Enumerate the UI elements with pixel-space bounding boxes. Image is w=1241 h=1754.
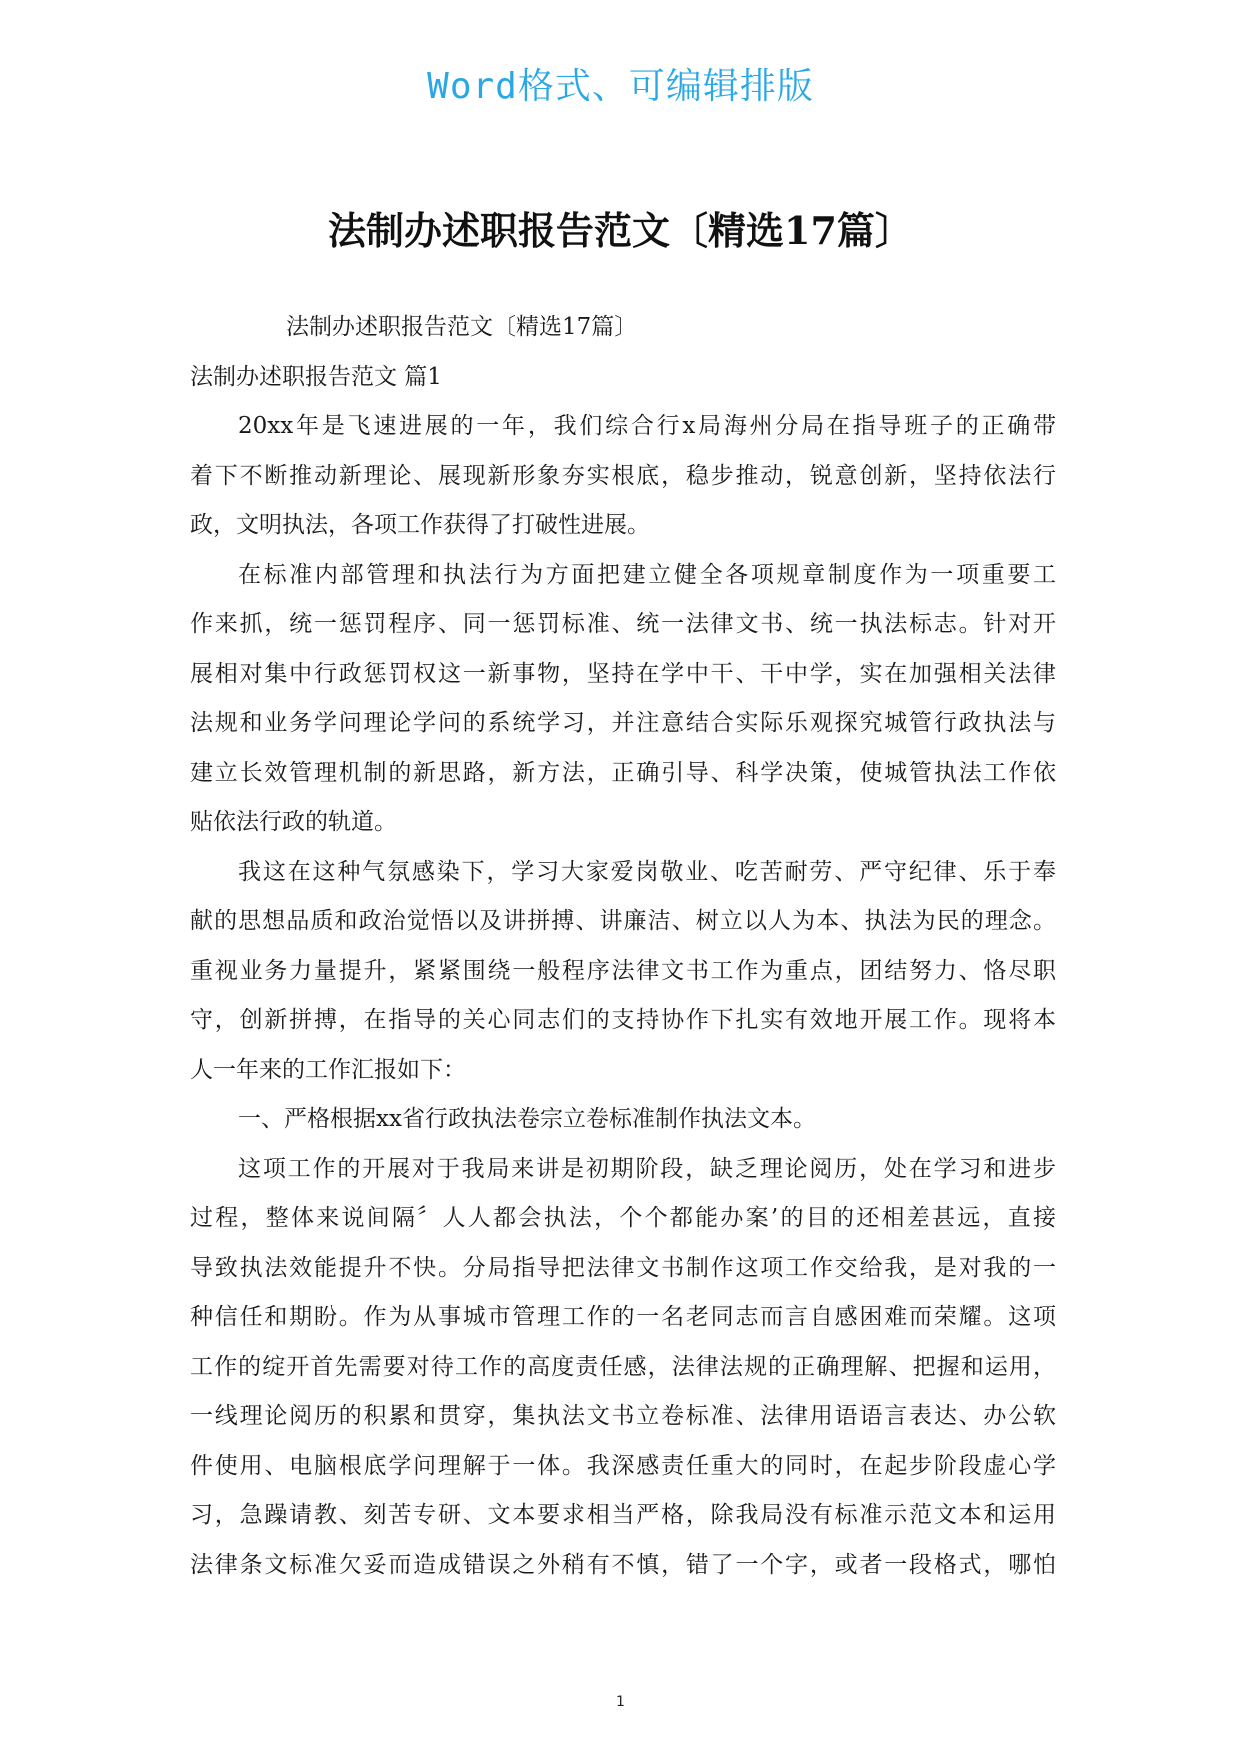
body-line: 献的思想品质和政治觉悟以及讲拼搏、讲廉洁、树立以人为本、执法为民的理念。	[190, 908, 1056, 934]
body-line: 导致执法效能提升不快。分局指导把法律文书制作这项工作交给我，是对我的一	[190, 1254, 1056, 1281]
body-line: 在标准内部管理和执法行为方面把建立健全各项规章制度作为一项重要工	[238, 561, 1056, 588]
body-line: 守，创新拼搏，在指导的关心同志们的支持协作下扎实有效地开展工作。现将本	[190, 1007, 1056, 1033]
page-number: 1	[616, 1694, 625, 1710]
body-line: 贴依法行政的轨道。	[190, 809, 397, 835]
body-line: 工作的绽开首先需要对待工作的高度责任感，法律法规的正确理解、把握和运用，	[190, 1353, 1056, 1380]
body-line: 重视业务力量提升，紧紧围绕一般程序法律文书工作为重点，团结努力、恪尽职	[190, 957, 1056, 984]
body-line: 法律条文标准欠妥而造成错误之外稍有不慎，错了一个字，或者一段格式，哪怕	[190, 1551, 1056, 1578]
body-line: 人一年来的工作汇报如下：	[190, 1056, 466, 1083]
body-line: 这项工作的开展对于我局来讲是初期阶段，缺乏理论阅历，处在学习和进步	[238, 1155, 1056, 1182]
body-line: 一线理论阅历的积累和贯穿，集执法文书立卷标准、法律用语语言表达、办公软	[190, 1403, 1056, 1429]
body-line: 着下不断推动新理论、展现新形象夯实根底，稳步推动，锐意创新，坚持依法行	[190, 462, 1056, 489]
body-line: 法规和业务学问理论学问的系统学习，并注意结合实际乐观探究城管行政执法与	[190, 710, 1056, 736]
body-line: 20xx年是飞速进展的一年，我们综合行x局海州分局在指导班子的正确带	[238, 413, 1056, 439]
document-body	[190, 303, 1056, 1590]
body-line: 件使用、电脑根底学问理解于一体。我深感责任重大的同时，在起步阶段虚心学	[190, 1452, 1056, 1479]
body-line: 种信任和期盼。作为从事城市管理工作的一名老同志而言自感困难而荣耀。这项	[190, 1304, 1056, 1330]
section-heading: 法制办述职报告范文 篇1	[190, 363, 442, 390]
document-title: 法制办述职报告范文〔精选17篇〕	[328, 208, 913, 253]
subtitle-line: 法制办述职报告范文〔精选17篇〕	[286, 314, 638, 340]
body-line: 我这在这种气氛感染下，学习大家爱岗敬业、吃苦耐劳、严守纪律、乐于奉	[238, 858, 1056, 885]
body-line: 习，急躁请教、刻苦专研、文本要求相当严格，除我局没有标准示范文本和运用	[190, 1502, 1056, 1528]
body-line: 展相对集中行政惩罚权这一新事物，坚持在学中干、干中学，实在加强相关法律	[190, 660, 1056, 687]
body-line: 作来抓，统一惩罚程序、同一惩罚标准、统一法律文书、统一执法标志。针对开	[190, 611, 1056, 637]
body-line: 建立长效管理机制的新思路，新方法，正确引导、科学决策，使城管执法工作依	[190, 759, 1056, 786]
body-line: 政，文明执法，各项工作获得了打破性进展。	[190, 512, 650, 538]
watermark-banner: Word格式、可编辑排版	[427, 66, 814, 107]
list-heading: 一、严格根据xx省行政执法卷宗立卷标准制作执法文本。	[238, 1106, 816, 1132]
body-line: 过程，整体来说间隔〞人人都会执法，个个都能办案’的目的还相差甚远，直接	[190, 1205, 1056, 1231]
